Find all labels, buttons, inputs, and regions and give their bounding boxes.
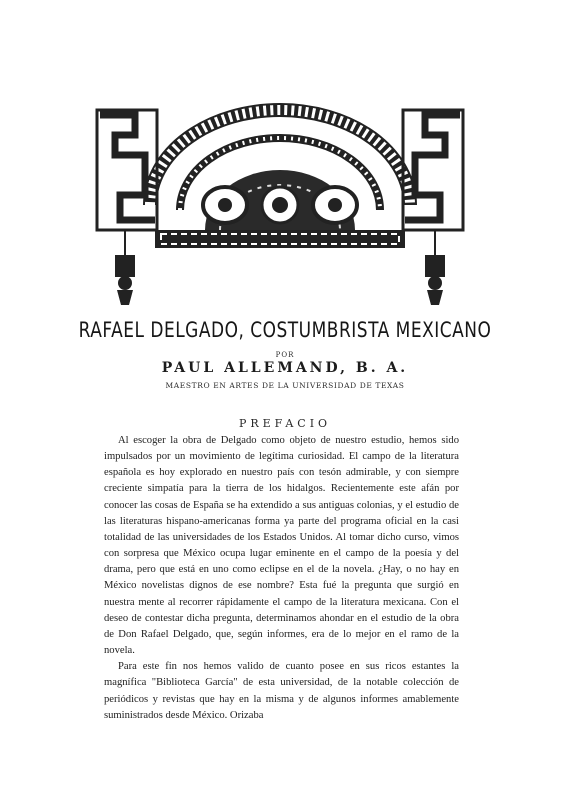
author-name: PAUL ALLEMAND, B. A. [161, 360, 409, 376]
section-heading: PREFACIO [238, 417, 332, 430]
body-text [104, 433, 459, 724]
author-affiliation: MAESTRO EN ARTES DE LA UNIVERSIDAD DE TEXAS [165, 381, 405, 390]
paragraph: Para este fin nos hemos valido de cuanto posee en sus ricos estantes la magnífica "Biblioteca García" de esta universidad, de la notable colección de periódicos y revistas que hay en la misma y de algunos informes amablemente suministrados desde México. Orizaba [104, 661, 459, 721]
article-title: RAFAEL DELGADO, COSTUMBRISTA MEXICANO [78, 318, 492, 343]
byline-prefix: POR [275, 351, 295, 359]
paragraph: Al escoger la obra de Delgado como objeto de nuestro estudio, hemos sido impulsados por un movimiento de legítima curiosidad. El campo de la literatura española es hoy explorado en nuestro país con tesón admirable, y con siempre creciente simpatía para la tierra de los hidalgos. Recientemente este afán por conocer las cosas de España se ha extendido a sus antiguas colonias, y el estudio de las literaturas hispano-americanas forma ya parte del programa oficial en la casi totalidad de las universidades de los Estados Unidos. Al tomar dicho curso, vimos con sorpresa que México ocupa lugar eminente en el campo de la poesía y del drama, pero que está en uno como eclipse en el de la novela. ¿Hay, o no hay en México novelistas dignos de ese nombre? Esta fué la pregunta que surgió en nuestra mente al recorrer rápidamente el campo de la literatura mexicana. Con el deseo de contestar dicha pregunta, determinamos ahondar en el estudio de la obra de Don Rafael Delgado, que, según informes, era de lo mejor en el ramo de la novela. [104, 435, 459, 657]
decorative-headpiece-ornament [95, 55, 465, 305]
